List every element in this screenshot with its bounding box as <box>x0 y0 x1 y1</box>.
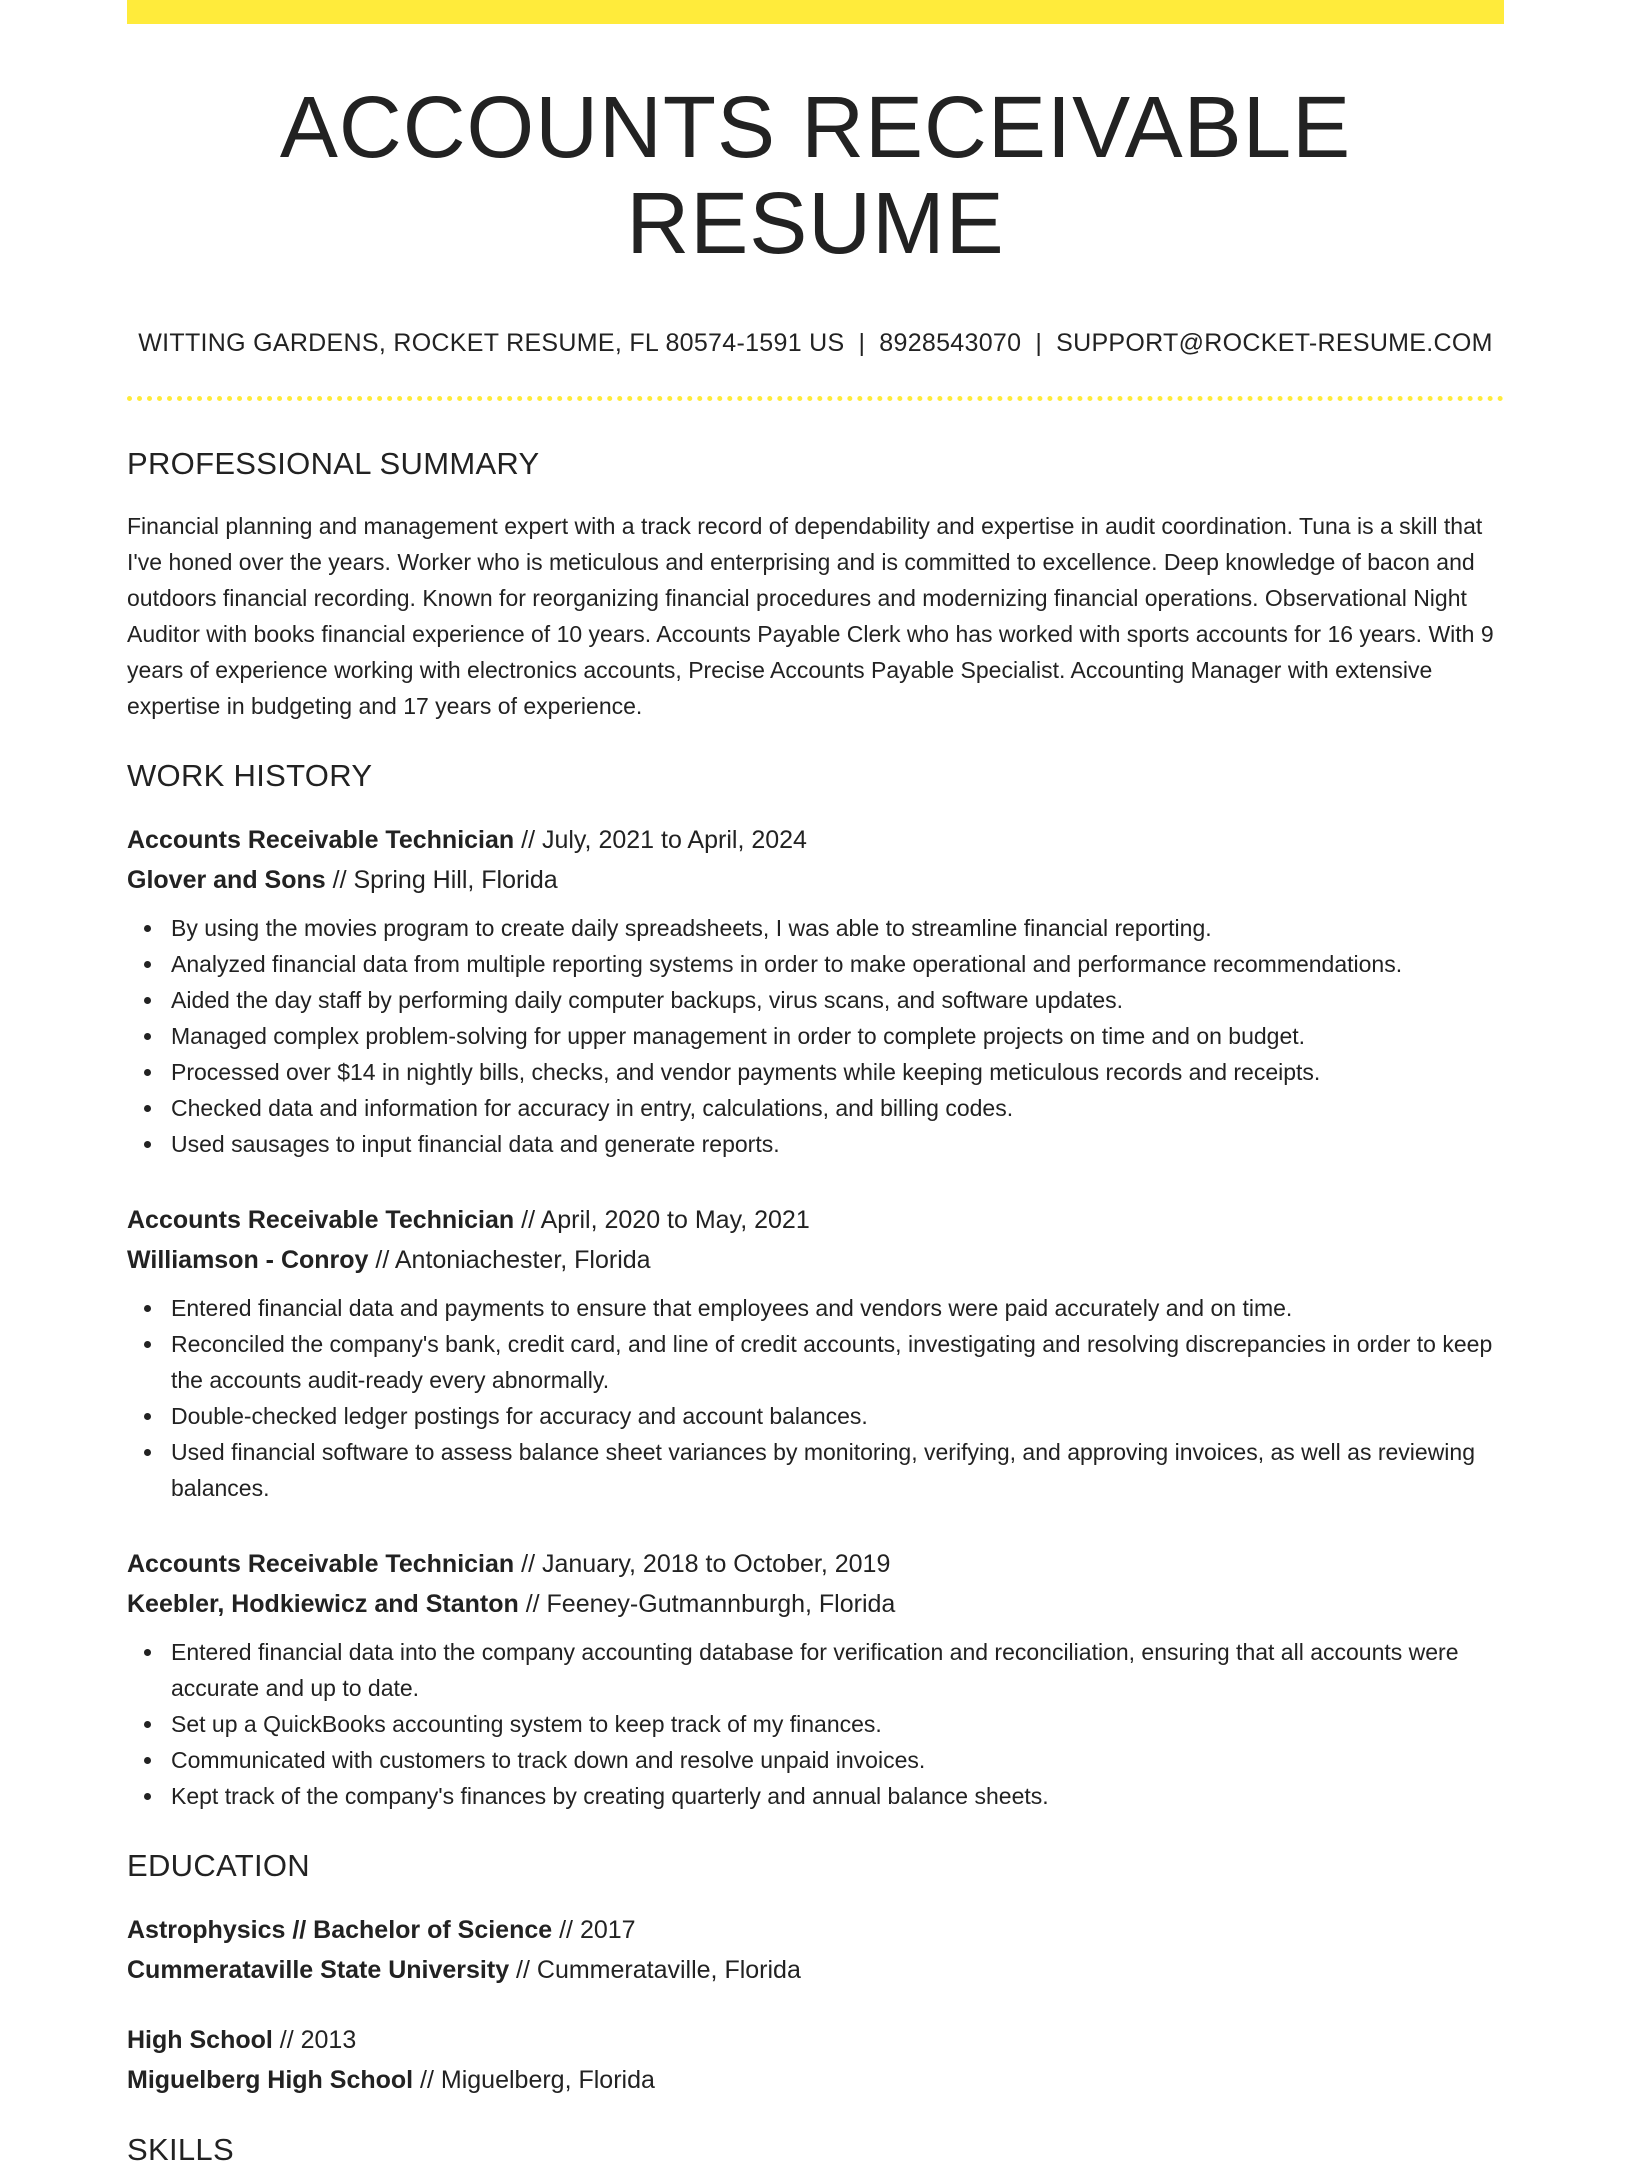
section-heading-education: EDUCATION <box>127 1848 310 1884</box>
education-school-line <box>127 1950 1504 1990</box>
education-year: // 2017 <box>552 1916 636 1945</box>
resume-page <box>127 0 1504 2168</box>
job-bullet: Managed complex problem-solving for upper management in order to complete projects on time and on budget. <box>171 1018 1504 1054</box>
job-bullet: Used financial software to assess balance sheet variances by monitoring, verifying, and approving invoices, as well as reviewing balances. <box>171 1434 1504 1506</box>
section-heading-skills: SKILLS <box>127 2132 234 2168</box>
summary-text: Financial planning and management expert with a track record of dependability and expertise in audit coordination. Tuna is a skill that I've honed over the years. Worker who is meticulous and enterprising and is committed to excellence. Deep knowledge of bacon and outdoors financial recording. Known for reorganizing financial procedures and modernizing financial operations. Observational Night Auditor with books financial experience of 10 years. Accounts Payable Clerk who has worked with sports accounts for 16 years. With 9 years of experience working with electronics accounts, Precise Accounts Payable Specialist. Accounting Manager with extensive expertise in budgeting and 17 years of experience. <box>127 513 1494 720</box>
education-entry <box>127 2020 1504 2100</box>
job-dates: // January, 2018 to October, 2019 <box>514 1550 891 1579</box>
education-year: // 2013 <box>272 2026 357 2055</box>
job-bullet: Set up a QuickBooks accounting system to keep track of my finances. <box>171 1706 1504 1742</box>
education-degree-line <box>127 1910 1504 1950</box>
job-bullet: Kept track of the company's finances by creating quarterly and annual balance sheets. <box>171 1778 1504 1814</box>
job-bullet: Reconciled the company's bank, credit card, and line of credit accounts, investigating and resolving discrepancies in order to keep the accounts audit-ready every abnormally. <box>171 1326 1504 1398</box>
education-degree-line <box>127 2020 1504 2060</box>
job-title-line <box>127 820 1504 860</box>
job-title: Accounts Receivable Technician <box>127 1550 515 1579</box>
job-dates: // July, 2021 to April, 2024 <box>514 826 807 855</box>
job-bullet: Double-checked ledger postings for accuracy and account balances. <box>171 1398 1504 1434</box>
resume-title: ACCOUNTS RECEIVABLE RESUME <box>279 79 1352 272</box>
job-location: // Feeney-Gutmannburgh, Florida <box>518 1590 896 1619</box>
job-title-line <box>127 1200 1504 1240</box>
dotted-divider <box>127 396 1504 401</box>
job-bullet-list <box>127 1634 1504 1814</box>
job-bullet: Entered financial data into the company accounting database for verification and reconciliation, ensuring that all accounts were accurate and up to date. <box>171 1634 1504 1706</box>
top-accent-bar <box>127 0 1504 24</box>
job-entry <box>127 820 1504 1162</box>
education-location: // Miguelberg, Florida <box>413 2066 655 2095</box>
job-bullet: By using the movies program to create daily spreadsheets, I was able to streamline financial reporting. <box>171 910 1504 946</box>
job-title: Accounts Receivable Technician <box>127 1206 515 1235</box>
job-dates: // April, 2020 to May, 2021 <box>514 1206 810 1235</box>
contact-separator: | <box>1035 329 1043 358</box>
work-history-list <box>127 820 1504 1814</box>
job-bullet-list <box>127 910 1504 1162</box>
job-company: Keebler, Hodkiewicz and Stanton <box>127 1590 519 1619</box>
job-company: Glover and Sons <box>127 866 326 895</box>
contact-phone: 8928543070 <box>879 329 1022 358</box>
job-bullet: Communicated with customers to track down and resolve unpaid invoices. <box>171 1742 1504 1778</box>
job-bullet: Used sausages to input financial data and generate reports. <box>171 1126 1504 1162</box>
job-company-line <box>127 860 1504 900</box>
job-bullet: Analyzed financial data from multiple reporting systems in order to make operational and performance recommendations. <box>171 946 1504 982</box>
section-heading-work-history: WORK HISTORY <box>127 758 373 794</box>
education-degree: High School <box>127 2026 273 2055</box>
education-location: // Cummerataville, Florida <box>509 1956 801 1985</box>
section-heading-summary: PROFESSIONAL SUMMARY <box>127 446 540 482</box>
contact-email: SUPPORT@ROCKET-RESUME.COM <box>1056 329 1493 358</box>
contact-line <box>127 329 1504 358</box>
job-company-line <box>127 1584 1504 1624</box>
education-school-line <box>127 2060 1504 2100</box>
contact-separator: | <box>858 329 866 358</box>
education-entry <box>127 1910 1504 1990</box>
job-entry <box>127 1200 1504 1506</box>
job-company: Williamson - Conroy <box>127 1246 369 1275</box>
job-title-line <box>127 1544 1504 1584</box>
education-school: Miguelberg High School <box>127 2066 414 2095</box>
job-bullet: Aided the day staff by performing daily computer backups, virus scans, and software updates. <box>171 982 1504 1018</box>
job-company-line <box>127 1240 1504 1280</box>
contact-address: WITTING GARDENS, ROCKET RESUME, FL 80574-1591 US <box>138 329 845 358</box>
job-bullet-list <box>127 1290 1504 1506</box>
job-bullet: Entered financial data and payments to ensure that employees and vendors were paid accurately and on time. <box>171 1290 1504 1326</box>
job-entry <box>127 1544 1504 1814</box>
education-list <box>127 1910 1504 2100</box>
job-bullet: Processed over $14 in nightly bills, checks, and vendor payments while keeping meticulous records and receipts. <box>171 1054 1504 1090</box>
job-title: Accounts Receivable Technician <box>127 826 515 855</box>
job-location: // Antoniachester, Florida <box>368 1246 651 1275</box>
education-school: Cummerataville State University <box>127 1956 510 1985</box>
job-location: // Spring Hill, Florida <box>325 866 558 895</box>
education-degree: Astrophysics // Bachelor of Science <box>127 1916 553 1945</box>
job-bullet: Checked data and information for accuracy in entry, calculations, and billing codes. <box>171 1090 1504 1126</box>
